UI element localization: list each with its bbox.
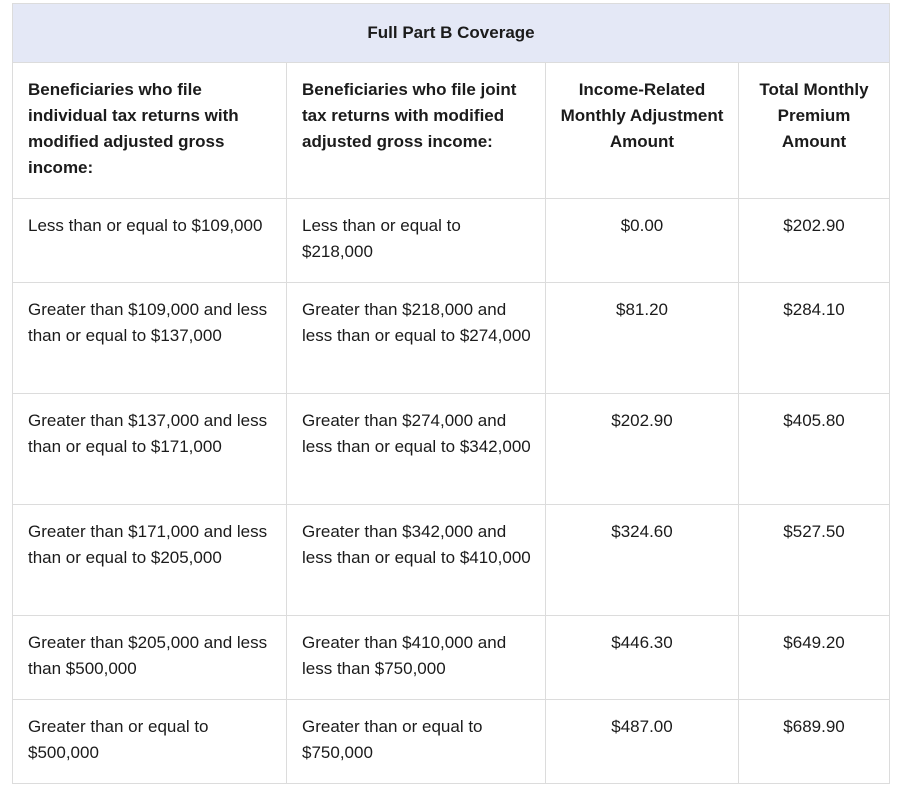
table-row [13,700,890,784]
cell-joint-income: Greater than $410,000 and less than $750,000 [287,616,546,700]
table-row [13,394,890,505]
cell-total-premium: $649.20 [739,616,890,700]
cell-total-premium: $527.50 [739,505,890,616]
cell-joint-income: Greater than $342,000 and less than or equal to $410,000 [287,505,546,616]
cell-joint-income: Less than or equal to $218,000 [287,199,546,283]
cell-adjustment-amount: $446.30 [546,616,739,700]
cell-adjustment-amount: $81.20 [546,283,739,394]
cell-individual-income: Greater than $137,000 and less than or equal to $171,000 [13,394,287,505]
cell-individual-income: Greater than $205,000 and less than $500,000 [13,616,287,700]
table-caption: Full Part B Coverage [13,4,890,63]
cell-total-premium: $405.80 [739,394,890,505]
header-joint-income: Beneficiaries who file joint tax returns with modified adjusted gross income: [287,63,546,199]
header-adjustment-amount: Income-Related Monthly Adjustment Amount [546,63,739,199]
cell-total-premium: $284.10 [739,283,890,394]
part-b-premium-table [12,3,890,784]
cell-joint-income: Greater than or equal to $750,000 [287,700,546,784]
header-individual-income: Beneficiaries who file individual tax returns with modified adjusted gross income: [13,63,287,199]
table-row [13,199,890,283]
header-total-premium: Total Monthly Premium Amount [739,63,890,199]
table-row [13,283,890,394]
cell-individual-income: Greater than $109,000 and less than or equal to $137,000 [13,283,287,394]
cell-joint-income: Greater than $274,000 and less than or equal to $342,000 [287,394,546,505]
table-header-row [13,63,890,199]
cell-adjustment-amount: $0.00 [546,199,739,283]
table-row [13,616,890,700]
table-row [13,505,890,616]
cell-joint-income: Greater than $218,000 and less than or equal to $274,000 [287,283,546,394]
cell-individual-income: Less than or equal to $109,000 [13,199,287,283]
cell-total-premium: $689.90 [739,700,890,784]
cell-individual-income: Greater than or equal to $500,000 [13,700,287,784]
cell-total-premium: $202.90 [739,199,890,283]
cell-adjustment-amount: $324.60 [546,505,739,616]
cell-adjustment-amount: $202.90 [546,394,739,505]
table-caption-row [13,4,890,63]
cell-adjustment-amount: $487.00 [546,700,739,784]
cell-individual-income: Greater than $171,000 and less than or equal to $205,000 [13,505,287,616]
premium-table-container [12,3,889,784]
